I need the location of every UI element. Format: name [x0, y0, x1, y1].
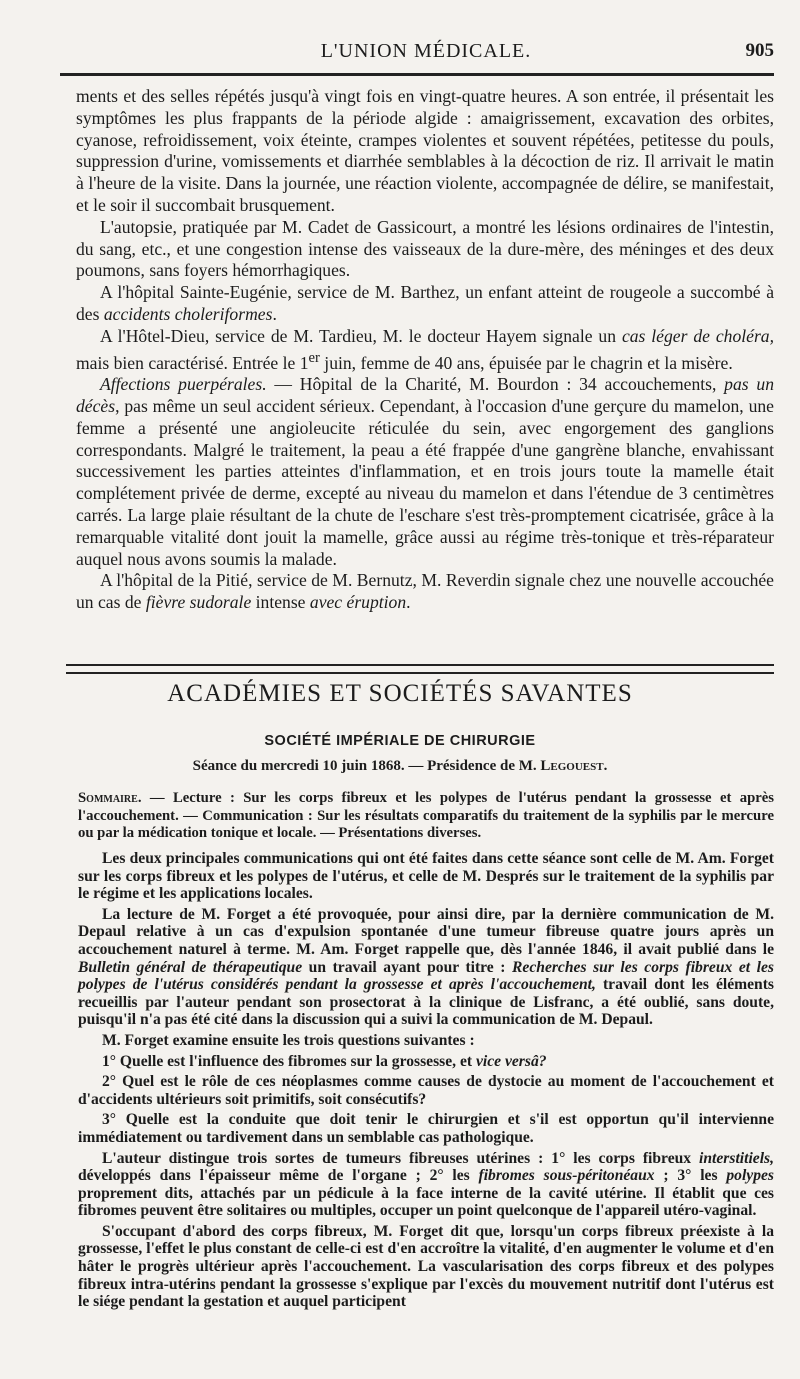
page-number: 905: [745, 40, 774, 61]
article-continuation: [76, 86, 774, 614]
paragraph: M. Forget examine ensuite les trois questions suivantes :: [102, 1031, 475, 1049]
paragraph: L'auteur distingue trois sortes de tumeurs fibreuses utérines : 1° les corps fibreux interstitiels, développés dans l'épaisseur même de l'organe ; 2° les fibromes sous-péritonéaux ; 3° les polypes proprement dits, attachés par un pédicule à la face interne de la cavité utérine. Il établit que ces fibromes peuvent être solitaires ou multiples, occuper un point quelconque de l'appareil utéro-vaginal.: [78, 1149, 774, 1220]
paragraph: S'occupant d'abord des corps fibreux, M. Forget dit que, lorsqu'un corps fibreux préexiste à la grossesse, l'effet le plus constant de celle-ci est d'en accroître la vitalité, d'en augmenter le volume et d'en hâter le progrès ultérieur après l'accouchement. La vascularisation des corps fibreux et des polypes fibreux intra-utérins pendant la grossesse s'explique par l'excès du mouvement nutritif dont l'utérus est le siége pendant la gestation et auquel participent: [78, 1222, 774, 1311]
paragraph: Les deux principales communications qui ont été faites dans cette séance sont celle de M. Am. Forget sur les corps fibreux et les polypes de l'utérus, et celle de M. Després sur le traitement de la syphilis par le régime et les applications locales.: [78, 850, 774, 903]
journal-title: L'UNION MÉDICALE.: [320, 40, 532, 62]
paragraph: ments et des selles répétés jusqu'à vingt fois en vingt-quatre heures. A son entrée, il présentait les symptômes les plus frappants de la période algide : amaigrissement, excavation des orbites, cyanose, refroidissement, voix éteinte, crampes violentes et souvent répétées, petitesse du pouls, suppression d'urine, vomissements et diarrhée semblables à la décoction de riz. Il arrivait le matin à l'heure de la visite. Dans la journée, une réaction violente, accompagnée de délire, se manifestait, et le soir il succombait brusquement.: [76, 86, 774, 215]
section-separator: [66, 664, 774, 674]
question-1: 1° Quelle est l'influence des fibromes sur la grossesse, et vice versâ?: [102, 1052, 547, 1070]
question-2: 2° Quel est le rôle de ces néoplasmes comme causes de dystocie au moment de l'accouchement et d'accidents ultérieurs soit primitifs, soit consécutifs?: [78, 1073, 774, 1108]
running-header: [78, 40, 774, 68]
paragraph: A l'hôpital de la Pitié, service de M. Bernutz, M. Reverdin signale chez une nouvelle accouchée un cas de fièvre sudorale intense avec éruption.: [76, 570, 774, 613]
header-rule: [60, 73, 774, 76]
paragraph: L'autopsie, pratiquée par M. Cadet de Gassicourt, a montré les lésions ordinaires de l'intestin, du sang, etc., et une congestion intense des vaisseaux de la dure-mère, des méninges et des deux poumons, sans foyers hémorrhagiques.: [76, 216, 774, 281]
article-body: [78, 850, 774, 1314]
sommaire-label: Sommaire.: [78, 790, 142, 806]
paragraph: Affections puerpérales. — Hôpital de la Charité, M. Bourdon : 34 accouchements, pas un décès, pas même un seul accident sérieux. Cependant, à l'occasion d'une gerçure du mamelon, une femme a présenté une angioleucite réticulée du sein, avec engorgement des ganglions correspondants. Malgré le traitement, la peau a été frappée d'une gangrène blanche, envahissant successivement les parties atteintes d'inflammation, et en trois jours toute la mamelle était complétement privée de derme, excepté au niveau du mamelon et dans l'étendue de 3 centimètres carrés. La large plaie résultant de la chute de l'eschare s'est très-promptement cicatrisée, grâce à la remarquable vitalité dont jouit la mamelle, grâce aussi au régime très-tonique et très-réparateur auquel nous avons soumis la malade.: [76, 374, 775, 569]
paragraph: La lecture de M. Forget a été provoquée, pour ainsi dire, par la dernière communication de M. Depaul relative à un cas d'expulsion spontanée d'une tumeur fibreuse quatre jours après un accouchement naturel à terme. M. Am. Forget rappelle que, dès l'année 1846, il avait publié dans le Bulletin général de thérapeutique un travail ayant pour titre : Recherches sur les corps fibreux et les polypes de l'utérus considérés pendant la grossesse et après l'accouchement, travail dont les éléments recueillis par l'auteur pendant son prosectorat à la clinique de Lisfranc, a été oublié, sans doute, puisqu'il n'a pas été cité dans la discussion qui a suivi la communication de M. Depaul.: [78, 905, 774, 1029]
paragraph: A l'hôpital Sainte-Eugénie, service de M. Barthez, un enfant atteint de rougeole a succombé à des accidents choleriformes.: [76, 282, 774, 324]
question-3: 3° Quelle est la conduite que doit tenir le chirurgien et s'il est opportun qu'il intervienne immédiatement ou tardivement dans un semblable cas pathologique.: [78, 1111, 774, 1146]
seance-line: Séance du mercredi 10 juin 1868. — Présidence de M. Legouest.: [192, 758, 608, 774]
society-title: SOCIÉTÉ IMPÉRIALE DE CHIRURGIE: [264, 733, 536, 749]
section-title: ACADÉMIES ET SOCIÉTÉS SAVANTES: [167, 680, 633, 707]
sommaire: Sommaire. — Lecture : Sur les corps fibreux et les polypes de l'utérus pendant la grossesse et après l'accouchement. — Communication : Sur les résultats comparatifs du traitement de la syphilis par le mercure ou par la médication tonique et locale. — Présentations diverses.: [78, 790, 774, 841]
paragraph: A l'Hôtel-Dieu, service de M. Tardieu, M. le docteur Hayem signale un cas léger de choléra, mais bien caractérisé. Entrée le 1er juin, femme de 40 ans, épuisée par le chagrin et la misère.: [76, 325, 774, 373]
